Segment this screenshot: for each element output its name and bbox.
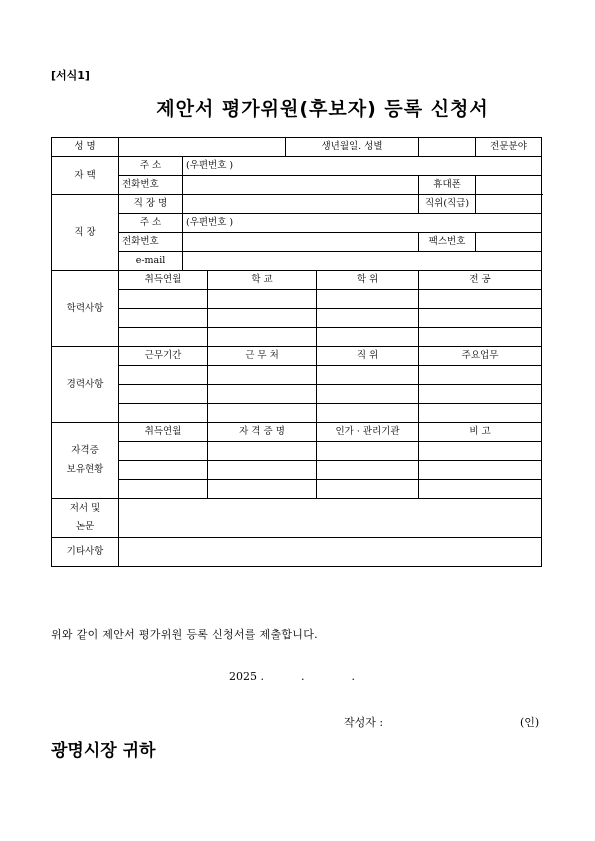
work-address-label: 주 소 (119, 214, 183, 233)
career-position-cell[interactable] (317, 366, 419, 385)
certs-issuer-cell[interactable] (317, 442, 419, 461)
education-entry-row (52, 290, 542, 309)
career-workplace-cell[interactable] (208, 404, 317, 423)
certs-entry-row (52, 442, 542, 461)
work-postal-hint: (우편번호 ) (186, 217, 234, 229)
education-degree-cell[interactable] (317, 290, 419, 309)
certs-entry-row (52, 480, 542, 499)
email-field[interactable] (183, 252, 542, 271)
career-workplace-cell[interactable] (208, 366, 317, 385)
certs-remarks-cell[interactable] (419, 461, 542, 480)
career-header-duties: 주요업무 (419, 347, 542, 366)
document-title: 제안서 평가위원(후보자) 등록 신청서 (156, 98, 489, 120)
certs-label-line2: 보유현황 (66, 463, 104, 475)
career-entry-row (52, 385, 542, 404)
mobile-field[interactable] (476, 176, 542, 195)
work-address-row (52, 214, 542, 233)
home-postal-hint: (우편번호 ) (186, 160, 234, 172)
work-name-row (52, 195, 542, 214)
others-field[interactable] (119, 538, 542, 567)
birth-gender-label (286, 138, 419, 157)
position-field[interactable] (476, 195, 542, 214)
papers-field[interactable] (119, 499, 542, 538)
certs-remarks-cell[interactable] (419, 442, 542, 461)
home-phone-field[interactable] (183, 176, 419, 195)
work-phone-field[interactable] (183, 233, 419, 252)
papers-label-line2: 논문 (75, 521, 95, 532)
education-date-cell[interactable] (119, 290, 208, 309)
birth-gender-label-text: 생년월일. 성별 (321, 141, 383, 153)
writer-label: 작성자 : (344, 716, 384, 729)
email-row (52, 252, 542, 271)
certs-issuer-cell[interactable] (317, 461, 419, 480)
career-header-position: 직 위 (317, 347, 419, 366)
work-phone-row (52, 233, 542, 252)
fax-field[interactable] (476, 233, 542, 252)
date-line (229, 670, 355, 683)
home-phone-row (52, 176, 542, 195)
certs-header-name: 자 격 증 명 (208, 423, 317, 442)
career-duties-cell[interactable] (419, 404, 542, 423)
career-entry-row (52, 366, 542, 385)
education-entry-row (52, 309, 542, 328)
papers-row (52, 499, 542, 538)
career-header-row (52, 347, 542, 366)
career-section-label: 경력사항 (52, 347, 119, 423)
work-address-field[interactable] (183, 214, 542, 233)
specialty-label: 전문분야 (476, 138, 542, 157)
others-section-label: 기타사항 (52, 538, 119, 567)
email-label: e-mail (119, 252, 183, 271)
papers-label-line1: 저서 및 (69, 502, 101, 514)
education-entry-row (52, 328, 542, 347)
education-school-cell[interactable] (208, 290, 317, 309)
papers-section-label (52, 499, 119, 538)
certs-header-row (52, 423, 542, 442)
career-header-period: 근무기간 (119, 347, 208, 366)
career-period-cell[interactable] (119, 385, 208, 404)
certs-header-remarks: 비 고 (419, 423, 542, 442)
education-major-cell[interactable] (419, 309, 542, 328)
work-phone-label: 전화번호 (119, 233, 183, 252)
certs-label-line1: 자격증 (71, 445, 99, 457)
education-header-degree: 학 위 (317, 271, 419, 290)
mobile-label: 휴대폰 (419, 176, 476, 195)
home-address-field[interactable] (183, 157, 542, 176)
date-dot-1: . (301, 670, 305, 683)
fax-label: 팩스번호 (419, 233, 476, 252)
education-school-cell[interactable] (208, 328, 317, 347)
education-major-cell[interactable] (419, 328, 542, 347)
career-workplace-cell[interactable] (208, 385, 317, 404)
education-header-row (52, 271, 542, 290)
education-school-cell[interactable] (208, 309, 317, 328)
home-section-label: 자 택 (52, 157, 119, 195)
work-name-field[interactable] (183, 195, 419, 214)
career-header-workplace: 근 무 처 (208, 347, 317, 366)
seal-mark: (인) (520, 716, 540, 729)
education-header-major: 전 공 (419, 271, 542, 290)
certs-entry-row (52, 461, 542, 480)
certs-date-cell[interactable] (119, 480, 208, 499)
education-date-cell[interactable] (119, 309, 208, 328)
home-address-label: 주 소 (119, 157, 183, 176)
submission-statement: 위와 같이 제안서 평가위원 등록 신청서를 제출합니다. (51, 628, 318, 641)
certs-name-cell[interactable] (208, 442, 317, 461)
certs-header-issuer: 인가 · 관리기관 (317, 423, 419, 442)
certs-date-cell[interactable] (119, 442, 208, 461)
home-address-row (52, 157, 542, 176)
name-label: 성 명 (52, 138, 119, 157)
career-period-cell[interactable] (119, 404, 208, 423)
education-header-school: 학 교 (208, 271, 317, 290)
education-major-cell[interactable] (419, 290, 542, 309)
education-section-label: 학력사항 (52, 271, 119, 347)
certs-name-cell[interactable] (208, 480, 317, 499)
work-section-label: 직 장 (52, 195, 119, 271)
career-position-cell[interactable] (317, 385, 419, 404)
education-date-cell[interactable] (119, 328, 208, 347)
work-name-label: 직 장 명 (119, 195, 183, 214)
career-duties-cell[interactable] (419, 385, 542, 404)
certs-name-cell[interactable] (208, 461, 317, 480)
certs-header-date: 취득연월 (119, 423, 208, 442)
education-header-date: 취득연월 (119, 271, 208, 290)
home-phone-label: 전화번호 (119, 176, 183, 195)
certs-issuer-cell[interactable] (317, 480, 419, 499)
others-row (52, 538, 542, 567)
career-duties-cell[interactable] (419, 366, 542, 385)
application-form-table (51, 137, 542, 567)
position-label: 직위(직급) (419, 195, 476, 214)
career-entry-row (52, 404, 542, 423)
birth-gender-field[interactable] (419, 138, 476, 157)
career-position-cell[interactable] (317, 404, 419, 423)
addressee: 광명시장 귀하 (51, 741, 156, 761)
education-degree-cell[interactable] (317, 309, 419, 328)
certs-date-cell[interactable] (119, 461, 208, 480)
date-dot-2: . (351, 670, 355, 683)
date-year: 2025 . (229, 670, 264, 683)
certs-remarks-cell[interactable] (419, 480, 542, 499)
name-field[interactable] (119, 138, 286, 157)
name-row (52, 138, 542, 157)
career-period-cell[interactable] (119, 366, 208, 385)
education-degree-cell[interactable] (317, 328, 419, 347)
form-number-label: [서식1] (51, 69, 90, 82)
certs-section-label (52, 423, 119, 499)
